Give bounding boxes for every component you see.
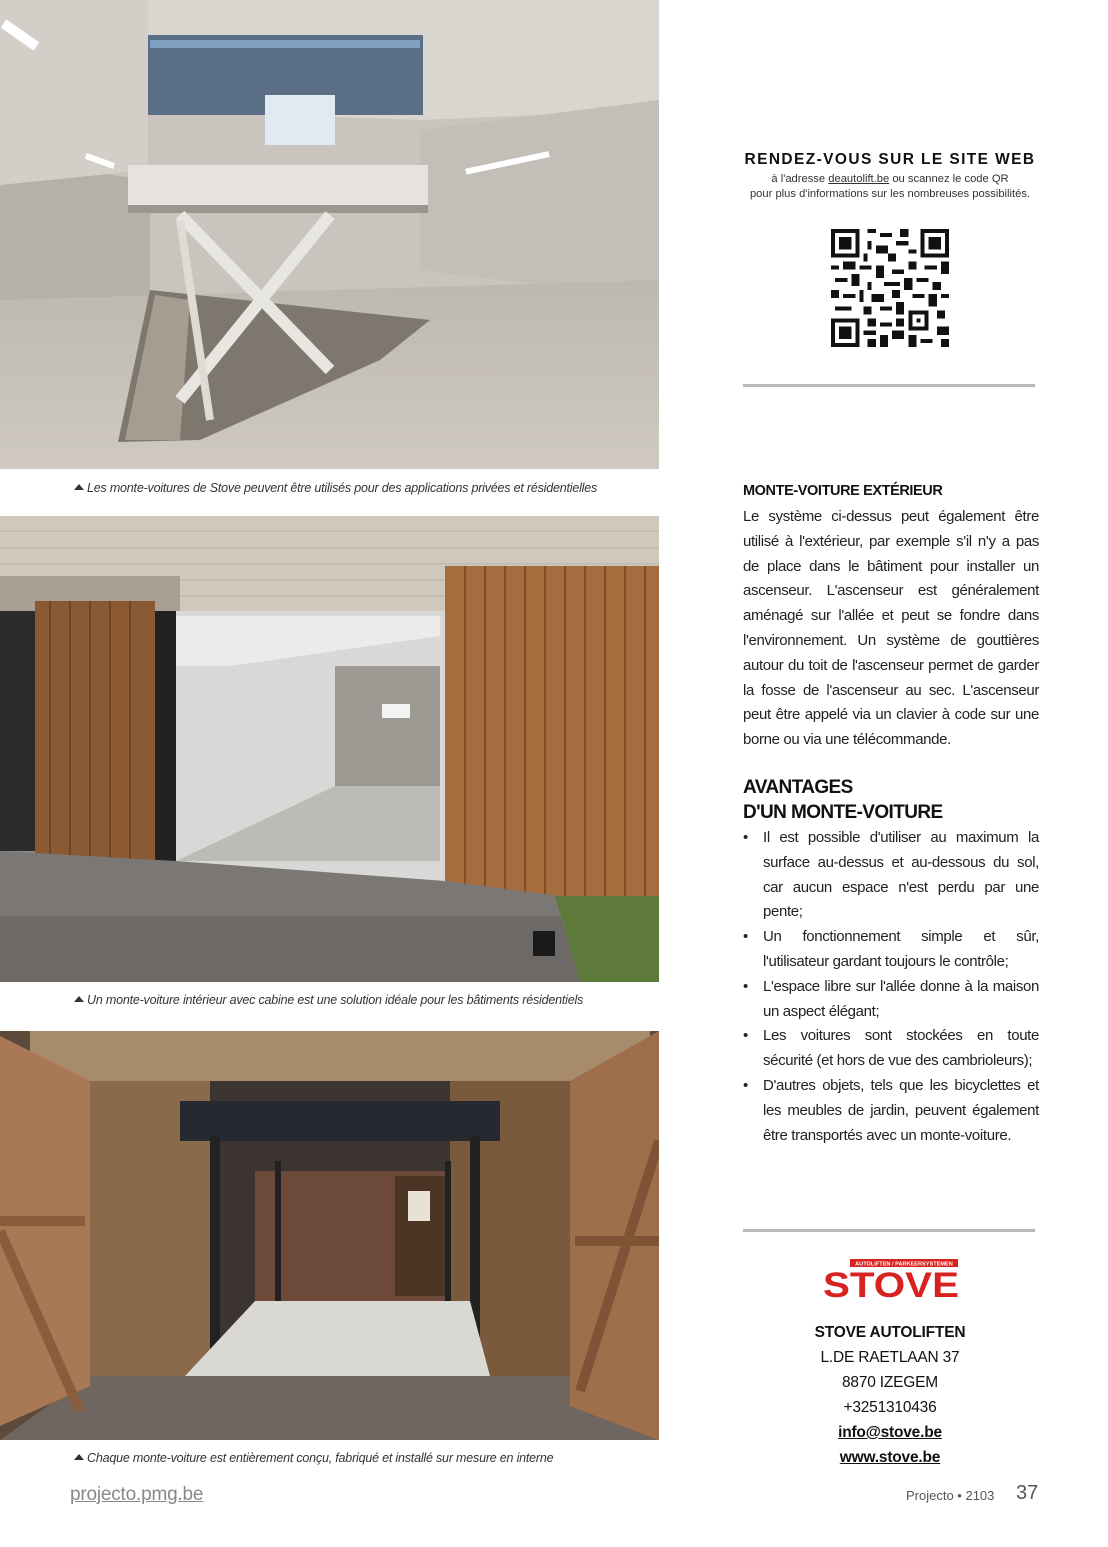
photo-scissor-lift [0, 0, 659, 469]
divider [743, 384, 1035, 387]
caption-arrow-icon [74, 996, 84, 1002]
company-street: L.DE RAETLAAN 37 [820, 1349, 960, 1366]
caption-text: Chaque monte-voiture est entièrement conçu, fabriqué et installé sur mesure en interne [87, 1451, 554, 1465]
list-item: • Un fonctionnement simple et sûr, l'utilisateur gardant toujours le contrôle; [743, 925, 1039, 975]
list-item: • D'autres objets, tels que les bicyclettes et les meubles de jardin, peuvent également être transportés avec un monte-voiture. [743, 1074, 1039, 1148]
photo-garage-entrance [0, 516, 659, 982]
company-name: STOVE AUTOLIFTEN [814, 1324, 966, 1341]
caption-text: Un monte-voiture intérieur avec cabine est une solution idéale pour les bâtiments résidentiels [87, 993, 584, 1007]
website-line-2: pour plus d'informations sur les nombreuses possibilités. [749, 188, 1031, 200]
list-item: • Il est possible d'utiliser au maximum la surface au-dessus et au-dessous du sol, car aucun espace n'est perdu par une pente; [743, 826, 1039, 925]
website-line-1: à l'adresse deautolift.be ou scannez le code QR [771, 173, 1009, 185]
footer-magazine: Projecto • 2103 [906, 1488, 995, 1503]
caption-arrow-icon [74, 484, 84, 490]
photo-caption [74, 1451, 553, 1465]
advantages-heading-line-2: D'UN MONTE-VOITURE [743, 802, 943, 823]
photo-caption [74, 993, 583, 1007]
exterior-body: Le système ci-dessus peut également être utilisé à l'extérieur, par exemple s'il n'y a pas de place dans le bâtiment pour installer un ascenseur. L'ascenseur est généralement aménagé sur l'allée et peut se fondre dans l'environnement. Un système de gouttières autour du toit de l'ascenseur permet de garder la fosse de l'ascenseur au sec. L'ascenseur peut être appelé via un clavier à code sur une borne ou via une télécommande. [743, 508, 1039, 749]
stove-logo-icon [822, 1259, 960, 1301]
company-website-link[interactable]: www.stove.be [839, 1449, 941, 1466]
divider [743, 1229, 1035, 1232]
company-phone: +3251310436 [843, 1399, 937, 1416]
advantages-list [743, 826, 1039, 1148]
svg-text:STOVE: STOVE [823, 1266, 959, 1301]
list-item: • Les voitures sont stockées en toute sécurité (et hors de vue des cambrioleurs); [743, 1024, 1039, 1074]
company-email-link[interactable]: info@stove.be [838, 1424, 942, 1441]
exterior-heading: MONTE-VOITURE EXTÉRIEUR [743, 483, 943, 499]
footer-site-link[interactable]: projecto.pmg.be [70, 1484, 204, 1505]
website-title: RENDEZ-VOUS SUR LE SITE WEB [744, 151, 1036, 168]
photo-caption [74, 481, 597, 495]
photo-icon [0, 516, 659, 982]
photo-cabin-lift [0, 1031, 659, 1440]
photo-icon [0, 0, 659, 469]
caption-arrow-icon [74, 1454, 84, 1460]
company-city: 8870 IZEGEM [841, 1374, 938, 1391]
qr-code-icon[interactable] [831, 229, 949, 347]
website-link[interactable]: deautolift.be [828, 173, 890, 185]
svg-text:AUTOLIFTEN / PARKEERSYSTEMEN: AUTOLIFTEN / PARKEERSYSTEMEN [855, 1261, 953, 1268]
page-number: 37 [1016, 1482, 1039, 1504]
list-item: • L'espace libre sur l'allée donne à la maison un aspect élégant; [743, 975, 1039, 1025]
advantages-heading-line-1: AVANTAGES [743, 777, 853, 798]
caption-text: Les monte-voitures de Stove peuvent être utilisés pour des applications privées et résidentielles [87, 481, 598, 495]
photo-icon [0, 1031, 659, 1440]
